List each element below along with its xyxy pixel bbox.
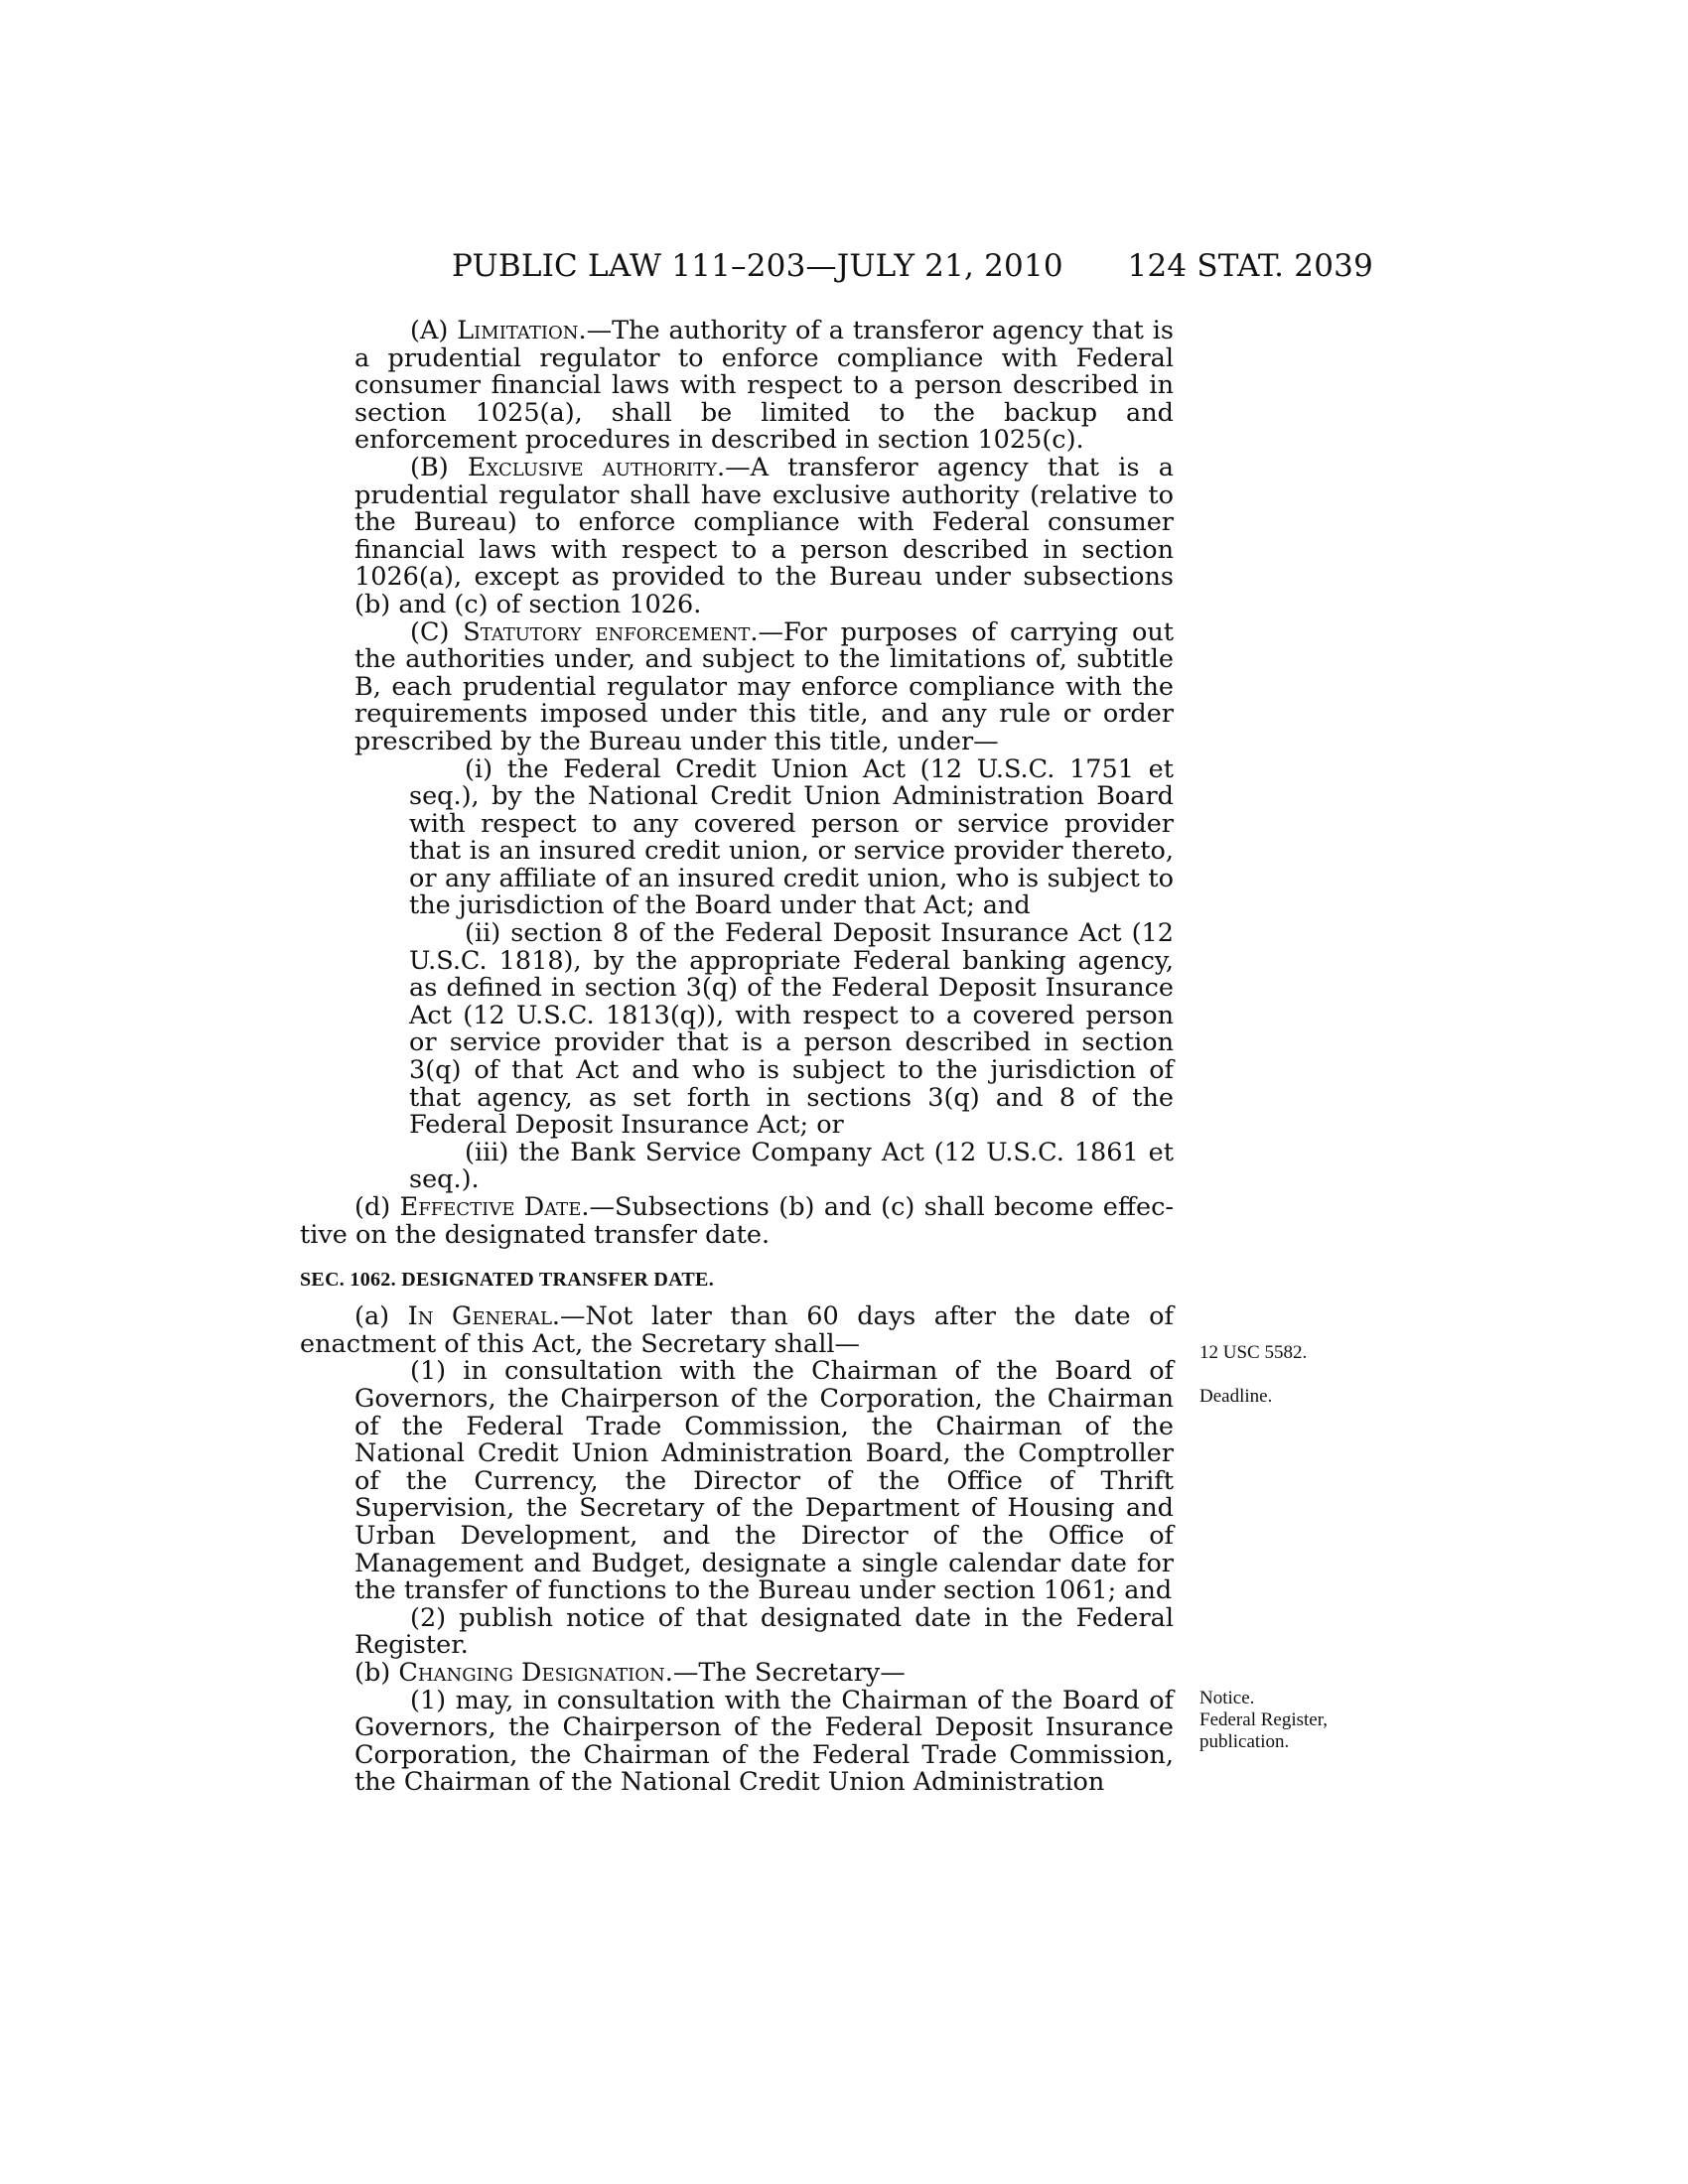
subsection-b-text: —The Secretary— — [672, 1657, 906, 1688]
clause-i: (i) the Federal Credit Union Act (12 U.S.C. 1751 et seq.), by the National Credit Union Administration Board with respect to any covered person or service provider that is an insured credit union, or service provider thereto, or any affiliate of an insured credit union, who is subject to the jurisdiction of the Board under that Act; and — [409, 753, 1174, 921]
subsection-a — [300, 1303, 1174, 1358]
header-statute-page: 124 STAT. 2039 — [1127, 248, 1373, 284]
subsection-a-text: —Not later than 60 days after the date of enactment of this Act, the Secretary shall— — [300, 1301, 1174, 1359]
subsection-a-item-1: (1) in consultation with the Chairman of the Board of Governors, the Chairperson of the Corporation, the Chairman of the Federal Trade Commission, the Chairman of the National Credit Union Administration Board, the Comptroller of the Currency, the Director of the Office of Thrift Supervision, the Secretary of the Department of Housing and Urban Development, and the Director of the Office of Management and Budget, designate a single calendar date for the transfer of functions to the Bureau under section 1061; and — [354, 1356, 1174, 1606]
margin-note-notice-line-2: Federal Register, — [1199, 1709, 1329, 1730]
subsection-b-item-1: (1) may, in consultation with the Chairman of the Board of Governors, the Chairperson of the Federal Deposit Insurance Corporation, the Chairman of the Federal Trade Commission, the Chairman of the National Credit Union Administration — [354, 1685, 1174, 1798]
margin-note-usc: 12 USC 5582. — [1199, 1342, 1308, 1363]
subsection-b-label: (b) — [354, 1657, 399, 1688]
paragraph-B — [354, 452, 1174, 619]
subsection-a-item-2: (2) publish notice of that designated date in the Federal Register. — [354, 1602, 1174, 1661]
paragraph-C — [354, 616, 1175, 756]
paragraph-A-heading: Limitation. — [457, 316, 587, 345]
paragraph-B-text: —A transferor agency that is a prudential regulator shall have exclusive authority (relative to the Bureau) to enforce compliance with Federal consumer financial laws with respect to a person described in section 1026(a), except as provided to the Bureau under subsections (b) and (c) of section 1026. — [354, 452, 1174, 619]
margin-note-notice-line-1: Notice. — [1199, 1688, 1255, 1708]
header-public-law: PUBLIC LAW 111–203—JULY 21, 2010 — [452, 248, 1063, 284]
paragraph-A — [354, 318, 1174, 455]
paragraph-C-text: —For purposes of carrying out the authorities under, and subject to the limitations of, subtitle B, each prudential regulator may enforce compliance with the requirements imposed under this title, and any rule or order prescribed by the Bureau under this title, under— — [354, 616, 1175, 756]
subsection-a-heading: In General. — [407, 1301, 561, 1332]
clause-ii: (ii) section 8 of the Federal Deposit Insurance Act (12 U.S.C. 1818), by the appropriate Federal banking agency, as defined in section 3(q) of the Federal Deposit Insurance Act (12 U.S.C. 1813(q)), with respect to a covered person or service provider that is a person described in section 3(q) of that Act and who is subject to the jurisdiction of that agency, as set forth in sections 3(q) and 8 of the Federal Deposit Insurance Act; or — [409, 918, 1174, 1141]
subsection-d-heading: Effective Date. — [399, 1192, 590, 1222]
paragraph-B-heading: Exclusive authority. — [467, 452, 726, 482]
paragraph-B-label: (B) — [410, 452, 468, 482]
document-body — [300, 318, 1174, 1797]
running-header — [452, 248, 1373, 288]
subsection-a-label: (a) — [354, 1301, 408, 1332]
subsection-b — [300, 1657, 1174, 1688]
paragraph-A-text: —The authority of a transferor agency that is a prudential regulator to enforce compliance with Federal consumer financial laws with respect to a person described in section 1025(a), shall be limited to the backup and enforcement procedures in described in section 1025(c). — [354, 316, 1175, 456]
margin-note-deadline: Deadline. — [1199, 1386, 1273, 1407]
margin-note-notice-line-3: publication. — [1199, 1731, 1290, 1752]
subsection-d-text: —Subsections (b) and (c) shall become effective on the designated transfer date. — [300, 1192, 1174, 1250]
paragraph-C-heading: Statutory enforcement. — [463, 616, 759, 647]
subsection-d-label: (d) — [354, 1192, 400, 1222]
subsection-b-heading: Changing Designation. — [398, 1657, 673, 1688]
subsection-d — [300, 1194, 1174, 1249]
margin-note-notice — [1199, 1688, 1328, 1753]
clause-iii: (iii) the Bank Service Company Act (12 U.S.C. 1861 et seq.). — [409, 1137, 1174, 1195]
paragraph-C-label: (C) — [410, 616, 464, 647]
paragraph-A-label: (A) — [410, 316, 458, 345]
section-heading: SEC. 1062. DESIGNATED TRANSFER DATE. — [300, 1269, 714, 1292]
